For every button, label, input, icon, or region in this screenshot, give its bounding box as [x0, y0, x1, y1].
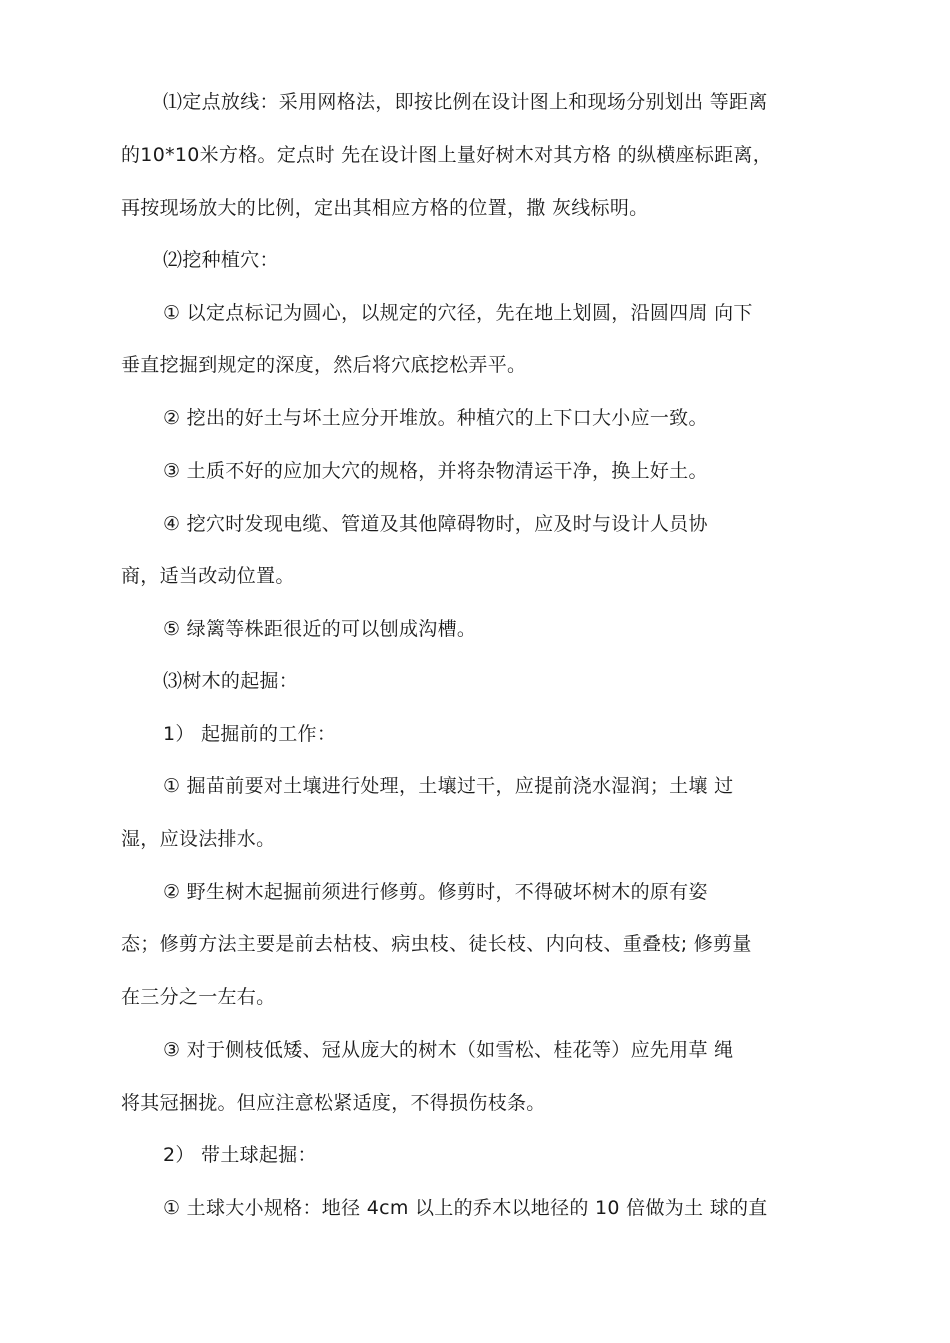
text-line: ① 以定点标记为圆心，以规定的穴径，先在地上划圆，沿圆四周 向下	[163, 302, 753, 324]
text-line: 1） 起掘前的工作：	[163, 723, 337, 745]
text-line: ① 掘苗前要对土壤进行处理，土壤过干，应提前浇水湿润；土壤 过	[163, 775, 734, 797]
text-line: 再按现场放大的比例，定出其相应方格的位置，撒 灰线标明。	[121, 197, 649, 219]
text-line: 的10*10米方格。定点时 先在设计图上量好树木对其方格 的纵横座标距离，	[121, 144, 773, 166]
text-line: 湿，应设法排水。	[121, 828, 276, 850]
text-line: ③ 对于侧枝低矮、冠从庞大的树木（如雪松、桂花等）应先用草 绳	[163, 1039, 734, 1061]
text-line: ① 土球大小规格：地径 4cm 以上的乔木以地径的 10 倍做为土 球的直	[163, 1197, 768, 1219]
text-line: ④ 挖穴时发现电缆、管道及其他障碍物时，应及时与设计人员协	[163, 513, 708, 535]
text-line: ⑶树木的起掘：	[163, 670, 299, 692]
text-line: 在三分之一左右。	[121, 986, 276, 1008]
text-line: ⑴定点放线：采用网格法，即按比例在设计图上和现场分别划出 等距离	[163, 91, 768, 113]
text-line: ② 挖出的好土与坏土应分开堆放。种植穴的上下口大小应一致。	[163, 407, 708, 429]
text-line: 商，适当改动位置。	[121, 565, 295, 587]
text-line: 2） 带土球起掘：	[163, 1144, 317, 1166]
text-line: ⑤ 绿篱等株距很近的可以刨成沟槽。	[163, 618, 477, 640]
text-line: ③ 土质不好的应加大穴的规格，并将杂物清运干净，换上好土。	[163, 460, 708, 482]
text-line: 态；修剪方法主要是前去枯枝、病虫枝、徒长枝、内向枝、重叠枝; 修剪量	[121, 933, 752, 955]
text-line: ⑵挖种植穴：	[163, 249, 279, 271]
text-line: ② 野生树木起掘前须进行修剪。修剪时，不得破坏树木的原有姿	[163, 881, 708, 903]
text-line: 垂直挖掘到规定的深度，然后将穴底挖松弄平。	[121, 354, 527, 376]
text-line: 将其冠捆拢。但应注意松紧适度，不得损伤枝条。	[121, 1092, 546, 1114]
